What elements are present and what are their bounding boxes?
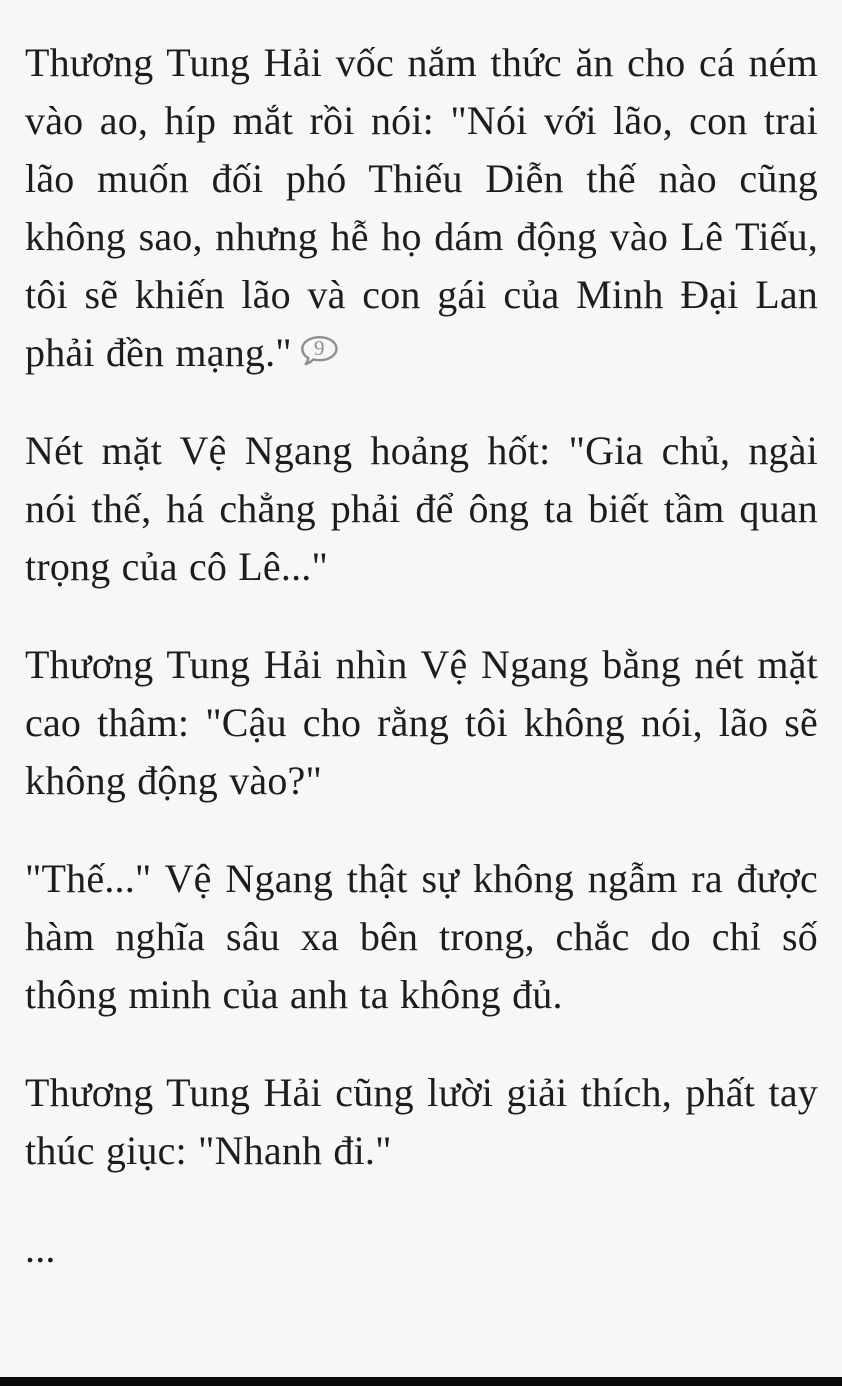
paragraph-text: Thương Tung Hải nhìn Vệ Ngang bằng nét mặt cao thâm: "Cậu cho rằng tôi không nói, lão sẽ không động vào?" [25, 642, 818, 803]
comment-count: 9 [313, 335, 325, 360]
paragraph [25, 1064, 818, 1180]
paragraph-text: Nét mặt Vệ Ngang hoảng hốt: "Gia chủ, ngài nói thế, há chẳng phải để ông ta biết tầm quan trọng của cô Lê..." [25, 428, 818, 589]
paragraph-text: ... [25, 1226, 56, 1271]
paragraph-text: "Thế..." Vệ Ngang thật sự không ngẫm ra được hàm nghĩa sâu xa bên trong, chắc do chỉ số thông minh của anh ta không đủ. [25, 856, 818, 1017]
paragraph [25, 636, 818, 810]
paragraph [25, 850, 818, 1024]
paragraph-text: Thương Tung Hải vốc nắm thức ăn cho cá ném vào ao, híp mắt rồi nói: "Nói với lão, con trai lão muốn đối phó Thiếu Diễn thế nào cũng không sao, nhưng hễ họ dám động vào Lê Tiếu, tôi sẽ khiến lão và con gái của Minh Đại Lan phải đền mạng." [25, 40, 818, 375]
paragraph [25, 34, 818, 382]
comment-count-badge[interactable] [299, 334, 340, 371]
paragraph [25, 422, 818, 596]
paragraph-text: Thương Tung Hải cũng lười giải thích, phất tay thúc giục: "Nhanh đi." [25, 1070, 818, 1173]
bottom-nav-bar [0, 1377, 842, 1386]
paragraph-ellipsis [25, 1220, 818, 1278]
